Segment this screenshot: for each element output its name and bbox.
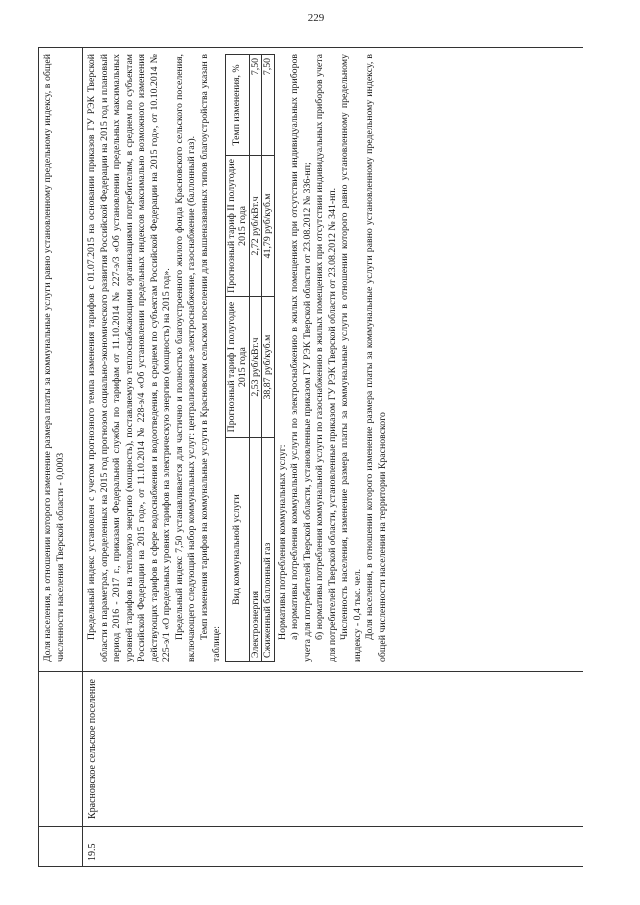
tariff-h2: 41,79 руб/куб.м (262, 155, 275, 296)
table-row (262, 55, 275, 662)
norms-heading: Нормативы потребления коммунальных услуг: (276, 444, 288, 640)
norm-electricity: а) нормативы потребления коммунальной услуги по электроснабжению в жилых помещениях при отсутствии индивидуальных приборов учета для потребителей Тверской области, установленные приказом ГУ РЭК Тверской области от 23.08.2012 № 336-нп; (289, 54, 313, 662)
tariff-header-row (225, 55, 249, 662)
settlement-name: Красновское сельское поселение (87, 679, 98, 819)
page-number: 229 (307, 12, 325, 24)
border-line (82, 47, 83, 867)
service-name: Электроэнергия (249, 438, 262, 662)
top-row-paragraph: Доля населения, в отношении которого изменение размера платы за коммунальные услуги равно установленному предельному индексу, в общей численности населения Тверской области - 0,0003 (42, 54, 66, 662)
header-tariff-h1: Прогнозный тариф I полугодие 2015 года (225, 297, 249, 438)
norm-gas: б) нормативы потребления коммунальной услуги по газоснабжению в жилых помещениях при отсутствии индивидуальных приборов учета для потребителей Тверской области, установленные приказом ГУ РЭК Тверской области от 23.08.2012 № 341-нп. (314, 54, 338, 662)
change-rate: 7,50 (249, 55, 262, 156)
paragraph-table-intro: Темп изменения тарифов на коммунальные услуги в Красновском сельском поселении для вышеназванных типов благоустройства указан в таблице: (198, 54, 222, 662)
header-tariff-h2: Прогнозный тариф II полугодие 2015 года (225, 155, 249, 296)
border-line (38, 47, 39, 867)
row-number: 19.5 (87, 843, 98, 861)
tariff-h1: 38,87 руб/куб.м (262, 297, 275, 438)
table-row (249, 55, 262, 662)
header-service-type: Вид коммунальной услуги (225, 438, 249, 662)
border-line (38, 671, 583, 672)
border-line (38, 47, 583, 48)
paragraph-index: Предельный индекс 7,50 устанавливается для частично и полностью благоустроенного жилого фонда Красновского сельского поселения, включающего следующий набор коммунальных услуг: централизованное электроснабжение, газоснабжение (баллонный газ). (173, 54, 197, 662)
tariff-h2: 2,72 руб/кВт.ч (249, 155, 262, 296)
border-line (38, 866, 583, 867)
service-name: Сжиженный баллонный газ (262, 438, 275, 662)
row-content (86, 54, 389, 662)
paragraph-basis: Предельный индекс установлен с учетом прогнозного темпа изменения тарифов с 01.07.2015 на основании приказов ГУ РЭК Тверской области в параметрах, определенных на 2015 год прогнозом социально-экономического развития Российской Федерации на 2015 год и плановый период 2016 - 2017 г., приказами Федеральной службы по тарифам от 11.10.2014 № 227-э/3 «Об установлении предельных максимальных уровней тарифов на тепловую энергию (мощность), поставляемую теплоснабжающими организациями потребителям, в среднем по субъектам Российской Федерации на 2015 год», от 11.10.2014 № 228-э/4 «Об установлении предельных индексов максимально возможного изменения действующих тарифов в сфере водоснабжения и водоотведения, в среднем по субъектам Российской Федерации на 2015 год», от 10.10.2014 № 225-э/1 «О предельных уровнях тарифов на электрическую энергию (мощность) на 2015 год». (86, 54, 172, 662)
tariff-table (225, 54, 275, 662)
population-count: Численность населения, изменение размера платы за коммунальные услуги в отношении которого равно установленному предельному индексу - 0,4 тыс. чел. (339, 54, 363, 662)
rotated-table (38, 47, 583, 867)
top-row-text (42, 54, 67, 662)
header-change-rate: Темп изменения, % (225, 55, 249, 156)
tariff-h1: 2,53 руб/кВт.ч (249, 297, 262, 438)
change-rate: 7,50 (262, 55, 275, 156)
border-line (38, 826, 583, 827)
population-share: Доля населения, в отношении которого изменение размера платы за коммунальные услуги равно установленному предельному индексу, в общей численности населения на территории Красновского (364, 54, 388, 662)
